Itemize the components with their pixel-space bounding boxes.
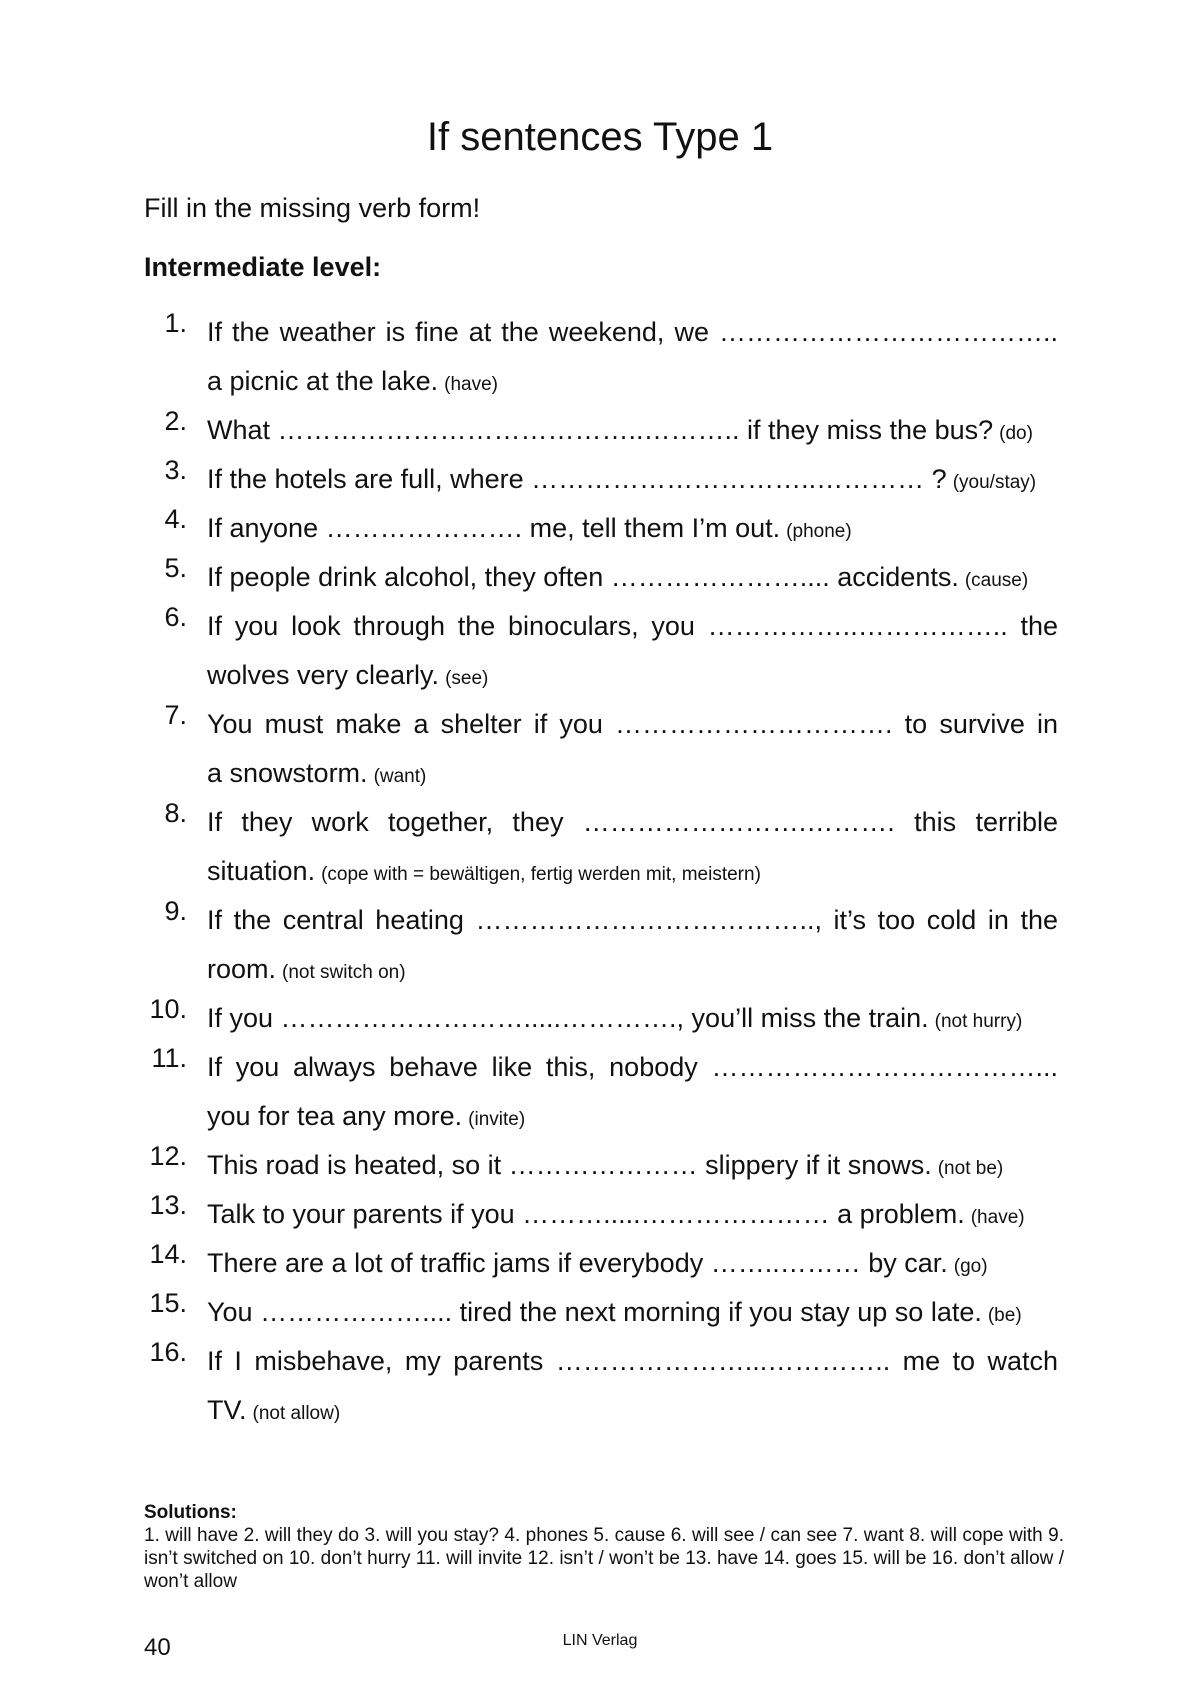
exercise-line: [207, 994, 1058, 1043]
exercise-number: 5.: [164, 553, 187, 583]
exercise-line: [207, 602, 1058, 651]
exercise-line: [207, 700, 1058, 749]
exercise-number: 4.: [164, 504, 187, 534]
exercise-text: a snowstorm.: [207, 758, 368, 788]
exercise-number: 10.: [149, 994, 187, 1024]
exercise-text: If the weather is fine at the weekend, we ………………………………..: [207, 317, 1058, 347]
exercise-text: If you always behave like this, nobody ………………………………...: [207, 1052, 1058, 1082]
solutions-title: Solutions:: [144, 1502, 237, 1523]
exercise-line: [207, 749, 1058, 798]
exercise-text: Talk to your parents if you ……….....………………… a problem.: [207, 1199, 965, 1229]
exercise-number: 6.: [164, 602, 187, 632]
exercise-line: [207, 1288, 1058, 1337]
exercise-text: If the hotels are full, where …………………………..………… ?: [207, 464, 947, 494]
exercise-item: [0, 602, 1200, 700]
exercise-text: If you ……………………….....…………., you’ll miss the train.: [207, 1003, 929, 1033]
exercise-item: [0, 1239, 1200, 1288]
exercise-text: You must make a shelter if you …………………………. to survive in: [207, 709, 1058, 739]
exercise-text: room.: [207, 954, 277, 984]
exercise-number: 7.: [164, 700, 187, 730]
exercise-text: There are a lot of traffic jams if everybody ……..……… by car.: [207, 1248, 948, 1278]
exercise-line: [207, 1190, 1058, 1239]
publisher-name: LIN Verlag: [562, 1632, 638, 1649]
exercise-line: [207, 1239, 1058, 1288]
solutions-text: 1. will have 2. will they do 3. will you stay? 4. phones 5. cause 6. will see / can see 7. want 8. will cope with 9. isn’t switched on 10. don’t hurry 11. will invite 12. isn’t / won’t be 13. have 14. goes 15. will be 16. don’t allow / won’t allow: [144, 1525, 1064, 1592]
exercise-text: If people drink alcohol, they often ………………….... accidents.: [207, 562, 959, 592]
exercise-line: [207, 798, 1058, 847]
exercise-line: [207, 553, 1058, 602]
verb-hint: (cope with = bewältigen, fertig werden mit, meistern): [321, 864, 761, 885]
exercise-number: 16.: [149, 1337, 187, 1367]
exercise-number: 3.: [164, 455, 187, 485]
exercise-item: [0, 1337, 1200, 1435]
exercise-text: If you look through the binoculars, you ……………..…………….. the: [207, 611, 1058, 641]
exercise-number: 14.: [149, 1239, 187, 1269]
exercise-line: [207, 504, 1058, 553]
exercise-text: situation.: [207, 856, 316, 886]
exercise-text: If they work together, they …………………….………. this terrible: [207, 807, 1058, 837]
exercise-line: [207, 651, 1058, 700]
solutions-block: [144, 1502, 1064, 1593]
verb-hint: (be): [987, 1305, 1022, 1326]
exercise-number: 13.: [149, 1190, 187, 1220]
exercise-item: [0, 553, 1200, 602]
exercise-item: [0, 504, 1200, 553]
exercise-text: If anyone …………………. me, tell them I’m out.: [207, 513, 781, 543]
exercise-line: [207, 357, 1058, 406]
exercise-item: [0, 1043, 1200, 1141]
page-number: 40: [144, 1634, 171, 1661]
exercise-item: [0, 1190, 1200, 1239]
exercise-item: [0, 308, 1200, 406]
exercise-item: [0, 994, 1200, 1043]
exercise-line: [207, 455, 1058, 504]
exercise-text: a picnic at the lake.: [207, 366, 439, 396]
verb-hint: (cause): [964, 570, 1029, 591]
verb-hint: (invite): [468, 1109, 526, 1130]
exercise-line: [207, 1141, 1058, 1190]
exercise-number: 2.: [164, 406, 187, 436]
verb-hint: (want): [373, 766, 427, 787]
exercise-number: 1.: [164, 308, 187, 338]
exercise-text: What …………………………………..……….. if they miss the bus?: [207, 415, 994, 445]
verb-hint: (go): [953, 1256, 988, 1277]
exercise-text: you for tea any more.: [207, 1101, 463, 1131]
instruction-text: Fill in the missing verb form!: [144, 193, 481, 223]
exercise-text: If I misbehave, my parents …………………...………….. me to watch: [207, 1346, 1058, 1376]
exercise-item: [0, 700, 1200, 798]
verb-hint: (have): [970, 1207, 1025, 1228]
verb-hint: (not allow): [252, 1403, 341, 1424]
exercise-number: 11.: [151, 1043, 187, 1073]
verb-hint: (not be): [937, 1158, 1004, 1179]
verb-hint: (have): [444, 374, 498, 395]
exercise-text: TV.: [207, 1395, 247, 1425]
exercise-item: [0, 798, 1200, 896]
verb-hint: (see): [445, 668, 489, 689]
exercise-line: [207, 406, 1058, 455]
level-heading: Intermediate level:: [144, 252, 382, 282]
exercise-line: [207, 308, 1058, 357]
exercise-number: 12.: [149, 1141, 187, 1171]
exercise-item: [0, 455, 1200, 504]
exercise-text: If the central heating ……………………………….., it’s too cold in the: [207, 905, 1058, 935]
exercise-number: 15.: [149, 1288, 187, 1318]
exercise-list: [0, 308, 1200, 1435]
exercise-text: This road is heated, so it ………………… slippery if it snows.: [207, 1150, 932, 1180]
exercise-text: wolves very clearly.: [207, 660, 440, 690]
exercise-item: [0, 1141, 1200, 1190]
exercise-line: [207, 896, 1058, 945]
exercise-line: [207, 847, 1058, 896]
exercise-text: You ……………….... tired the next morning if you stay up so late.: [207, 1297, 982, 1327]
exercise-item: [0, 896, 1200, 994]
exercise-line: [207, 945, 1058, 994]
verb-hint: (do): [999, 423, 1033, 444]
exercise-item: [0, 1288, 1200, 1337]
exercise-line: [207, 1092, 1058, 1141]
exercise-line: [207, 1337, 1058, 1386]
exercise-line: [207, 1043, 1058, 1092]
exercise-number: 9.: [164, 896, 187, 926]
exercise-item: [0, 406, 1200, 455]
page-title: If sentences Type 1: [426, 115, 774, 159]
verb-hint: (not hurry): [934, 1011, 1023, 1032]
exercise-line: [207, 1386, 1058, 1435]
verb-hint: (phone): [786, 521, 852, 542]
verb-hint: (not switch on): [282, 962, 406, 983]
exercise-number: 8.: [164, 798, 187, 828]
verb-hint: (you/stay): [952, 472, 1037, 493]
